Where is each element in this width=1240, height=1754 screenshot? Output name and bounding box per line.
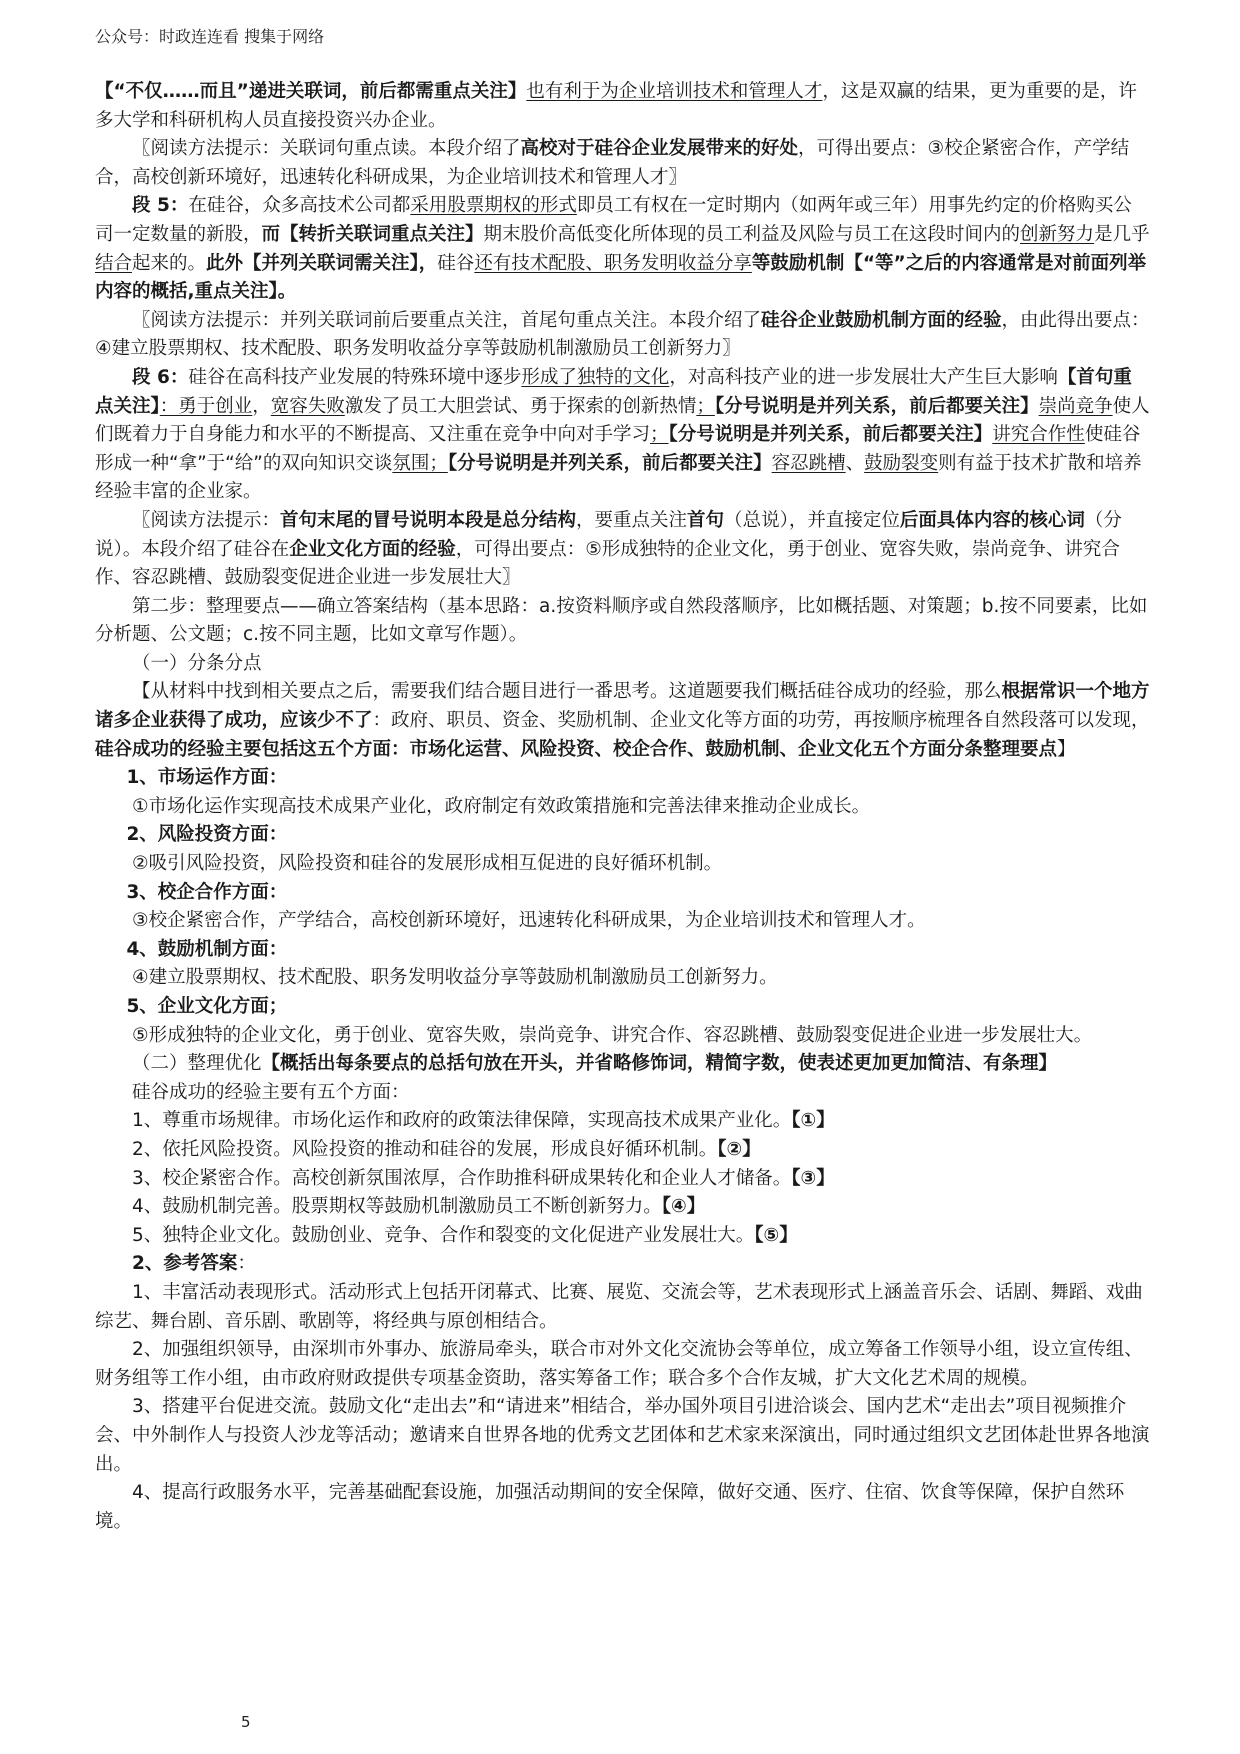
underlined-text: 也有利于为企业培训技术和管理人才 <box>526 81 823 102</box>
reading-tip-paragraph <box>95 135 1150 192</box>
summary-marker: 【①】 <box>791 1110 835 1132</box>
body-text: 起来的。 <box>132 252 207 274</box>
body-text: ，由此得出要点：④建立股票期权、技术配股、职务发明收益分享等鼓励机制激励员工创新努力〗 <box>95 309 1150 360</box>
emphasis-bold: 企业文化方面的经验 <box>289 538 456 560</box>
annotation-bold: 【分号说明是并列关系，前后都要关注】 <box>714 395 1039 417</box>
paragraph-5 <box>95 192 1150 306</box>
body-text: 〖阅读方法提示：并列关联词前后要重点关注，首尾句重点关注。本段介绍了 <box>132 309 762 331</box>
answer-item: 1、丰富活动表现形式。活动形式上包括开闭幕式、比赛、展览、交流会等，艺术表现形式上涵盖音乐会、话剧、舞蹈、戏曲综艺、舞台剧、音乐剧、歌剧等，将经典与原创相结合。 <box>95 1281 1143 1332</box>
body-text: 期末股价高低变化所体现的员工利益及风险与员工在这段时间内的 <box>483 223 1021 245</box>
body-text: 〖阅读方法提示： <box>132 509 281 531</box>
summary-item <box>95 1222 1150 1251</box>
paragraph-6 <box>95 364 1150 507</box>
step-two-paragraph: 第二步：整理要点——确立答案结构（基本思路：a.按资料顺序或自然段落顺序，比如概括题、对策题；b.按不同要素，比如分析题、公文题；c.按不同主题，比如文章写作题）。 <box>95 595 1148 646</box>
section-label: 段 6： <box>132 366 189 388</box>
body-text: 4、鼓励机制完善。股票期权等鼓励机制激励员工不断创新努力。 <box>132 1196 662 1218</box>
point-text: ②吸引风险投资，风险投资和硅谷的发展形成相互促进的良好循环机制。 <box>132 853 723 875</box>
point-text: ③校企紧密合作，产学结合，高校创新环境好，迅速转化科研成果，为企业培训技术和管理人才。 <box>132 910 926 932</box>
underlined-text: 讲究合作性 <box>992 424 1085 446</box>
underlined-text: 鼓励裂变 <box>864 452 939 474</box>
page-header: 公众号：时政连连看 搜集于网络 <box>95 27 325 46</box>
emphasis-bold: 硅谷企业鼓励机制方面的经验 <box>761 309 1002 331</box>
body-text: 使硅谷形成一种“拿”于“给”的双向知识交谈 <box>95 424 1141 474</box>
emphasis-bold: 硅谷成功的经验主要包括这五个方面：市场化运营、风险投资、校企合作、鼓励机制、企业文化五个方面分条整理要点 <box>95 738 1058 760</box>
body-text: 即员工有权在一定时期内（如两年或三年）用事先约定的价格购买公司一定数量的新股， <box>95 195 1132 245</box>
underlined-text: 氛围； <box>392 452 448 474</box>
point-text: ⑤形成独特的企业文化，勇于创业、宽容失败，崇尚竞争、讲究合作、容忍跳槽、鼓励裂变促进企业进一步发展壮大。 <box>132 1024 1093 1046</box>
underlined-text: 创新努力 <box>1020 223 1095 245</box>
body-text: ，可得出要点：⑤形成独特的企业文化，勇于创业、宽容失败，崇尚竞争、讲究合作、容忍跳槽、鼓励裂变促进企业进一步发展壮大〗 <box>95 538 1120 589</box>
answer-item: 4、提高行政服务水平，完善基础配套设施，加强活动期间的安全保障，做好交通、医疗、住宿、饮食等保障，保护自然环境。 <box>95 1482 1125 1532</box>
body-text: 、 <box>845 452 865 474</box>
annotation-bold: 【“不仅……而且”递进关联词，前后都需重点关注】 <box>95 81 527 102</box>
annotation-bold: 此外【并列关联词需关注】， <box>206 252 438 274</box>
body-text: 是几乎 <box>1094 223 1150 245</box>
reading-tip-paragraph <box>95 307 1150 364</box>
body-text: 则有益于技术扩散和培养经验丰富的企业家。 <box>95 452 1142 503</box>
body-text: 1、尊重市场规律。市场化运作和政府的政策法律保障，实现高技术成果产业化。 <box>132 1110 792 1132</box>
underlined-text: ：勇于创业 <box>159 395 253 417</box>
summary-marker: 【②】 <box>717 1138 761 1160</box>
body-text: ，对高科技产业的进一步发展壮大产生巨大影响 <box>669 366 1058 388</box>
body-text: 〖阅读方法提示：关联词句重点读。本段介绍了 <box>132 138 521 160</box>
reading-tip-paragraph <box>95 507 1150 593</box>
body-text: 5、独特企业文化。鼓励创业、竞争、合作和裂变的文化促进产业发展壮大。 <box>132 1224 755 1246</box>
point-text: ①市场化运作实现高技术成果产业化，政府制定有效政策措施和完善法律来推动企业成长。 <box>132 795 871 817</box>
summary-item <box>95 1193 1150 1222</box>
summary-item <box>95 1165 1150 1194</box>
body-text: （总说），并直接定位 <box>724 509 900 531</box>
emphasis-bold: 后面具体内容的核心词 <box>899 509 1085 531</box>
summary-item <box>95 1107 1150 1136</box>
body-text: 3、校企紧密合作。高校创新氛围浓厚，合作助推科研成果转化和企业人才储备。 <box>132 1167 792 1189</box>
point-heading: 1、市场运作方面： <box>126 767 288 789</box>
underlined-text: 结合 <box>95 252 133 274</box>
point-heading: 4、鼓励机制方面： <box>126 938 288 960</box>
annotation-bold: 【首句重点关注】 <box>95 366 1132 417</box>
point-heading: 5、企业文化方面； <box>126 996 288 1017</box>
summary-intro: 硅谷成功的经验主要有五个方面： <box>132 1081 410 1103</box>
reference-answer-heading <box>95 1250 1150 1279</box>
answer-item: 2、加强组织领导，由深圳市外事办、旅游局牵头，联合市对外文化交流协会等单位，成立筹备工作领导小组，设立宣传组、财务组等工作小组，由市政府财政提供专项基金资助，落实筹备工作；联合多个合作友城，扩大文化艺术周的规模。 <box>95 1339 1143 1389</box>
body-text: ，这是双赢的结果，更为重要的是，许多大学和科研机构人员直接投资兴办企业。 <box>95 81 1137 131</box>
summary-marker: 【③】 <box>791 1167 835 1189</box>
emphasis-bold: 高校对于硅谷企业发展带来的好处 <box>520 138 799 160</box>
body-text: （二）整理优化 <box>132 1053 262 1075</box>
emphasis-bold: 首句末尾的冒号说明本段是总分结构 <box>280 509 577 531</box>
analysis-paragraph <box>95 678 1150 764</box>
summary-marker: 【⑤】 <box>754 1224 798 1246</box>
point-heading: 3、校企合作方面： <box>126 881 288 903</box>
body-text: 硅谷 <box>437 252 475 274</box>
underlined-text: 宽容失败 <box>270 395 345 417</box>
body-text: 使人们既着力于自身能力和水平的不断提高、又注重在竞争中向对手学习 <box>95 395 1150 446</box>
paragraph-continuation <box>95 78 1150 135</box>
annotation-bold: 而【转折关联词重点关注】 <box>261 223 484 245</box>
body-text: 在硅谷，众多高技术公司都 <box>188 195 411 217</box>
annotation-bold: 等鼓励机制【“等”之后的内容通常是对前面列举内容的概括,重点关注】。 <box>95 252 1147 303</box>
underlined-text: ； <box>650 424 669 446</box>
emphasis-bold: 首句 <box>687 509 725 531</box>
annotation-bold: 【概括出每条要点的总括句放在开头，并省略修饰词，精简字数，使表述更加更加简洁、有条理】 <box>261 1053 1058 1075</box>
underlined-text: 还有技术配股、职务发明收益分享 <box>474 252 752 274</box>
body-text: 2、依托风险投资。风险投资的推动和硅谷的发展，形成良好循环机制。 <box>132 1138 718 1160</box>
underlined-text: 采用股票期权的形式 <box>410 195 577 217</box>
body-text: （分说）。本段介绍了硅谷在 <box>95 509 1122 560</box>
underlined-text: ； <box>696 395 715 417</box>
body-text: ，可得出要点：③校企紧密合作，产学结合，高校创新环境好，迅速转化科研成果，为企业培训技术和管理人才〗 <box>95 138 1130 188</box>
body-text: ： <box>237 1253 256 1275</box>
answer-item: 3、搭建平台促进交流。鼓励文化“走出去”和“请进来”相结合，举办国外项目引进洽谈会、国内艺术“走出去”项目视频推介会、中外制作人与投资人沙龙等活动；邀请来自世界各地的优秀文艺团体和艺术家来深演出，同时通过组织文艺团体赴世界各地演出。 <box>95 1396 1150 1475</box>
body-text: 激发了员工大胆尝试、勇于探索的创新热情 <box>344 395 697 417</box>
annotation-bold: 【分号说明是并列关系，前后都要关注】 <box>668 424 993 446</box>
document-body <box>95 78 1150 1536</box>
underlined-text: 容忍跳槽 <box>771 452 846 474</box>
emphasis-bold: 根据常识一个地方诸多企业获得了成功，应该少不了 <box>95 681 1150 732</box>
emphasis-bold: 2、参考答案 <box>132 1253 238 1275</box>
body-text: ：政府、职员、资金、奖励机制、企业文化等方面的功劳，再按顺序梳理各自然段落可以发现， <box>372 710 1150 732</box>
point-text: ④建立股票期权、技术配股、职务发明收益分享等鼓励机制激励员工创新努力。 <box>132 967 778 989</box>
annotation-bold: 【分号说明是并列关系，前后都要关注】 <box>447 452 772 474</box>
point-heading: 2、风险投资方面： <box>126 824 288 846</box>
body-text: ，要重点关注 <box>576 509 688 531</box>
body-text: 【从材料中找到相关要点之后，需要我们结合题目进行一番思考。这道题要我们概括硅谷成功的经验，那么 <box>132 681 1002 703</box>
underlined-text: 崇尚竞争 <box>1038 395 1113 417</box>
summary-item <box>95 1136 1150 1165</box>
summary-marker: 【④】 <box>661 1196 706 1218</box>
body-text: 】 <box>1057 738 1076 760</box>
section-label: 段 5： <box>132 195 189 217</box>
optimize-paragraph <box>95 1050 1150 1079</box>
page-number: 5 <box>241 1713 251 1731</box>
subsection-heading: （一）分条分点 <box>132 652 262 674</box>
body-text: 硅谷在高科技产业发展的特殊环境中逐步 <box>188 366 522 388</box>
body-text: ， <box>252 395 271 417</box>
underlined-text: 形成了独特的文化 <box>521 366 670 388</box>
